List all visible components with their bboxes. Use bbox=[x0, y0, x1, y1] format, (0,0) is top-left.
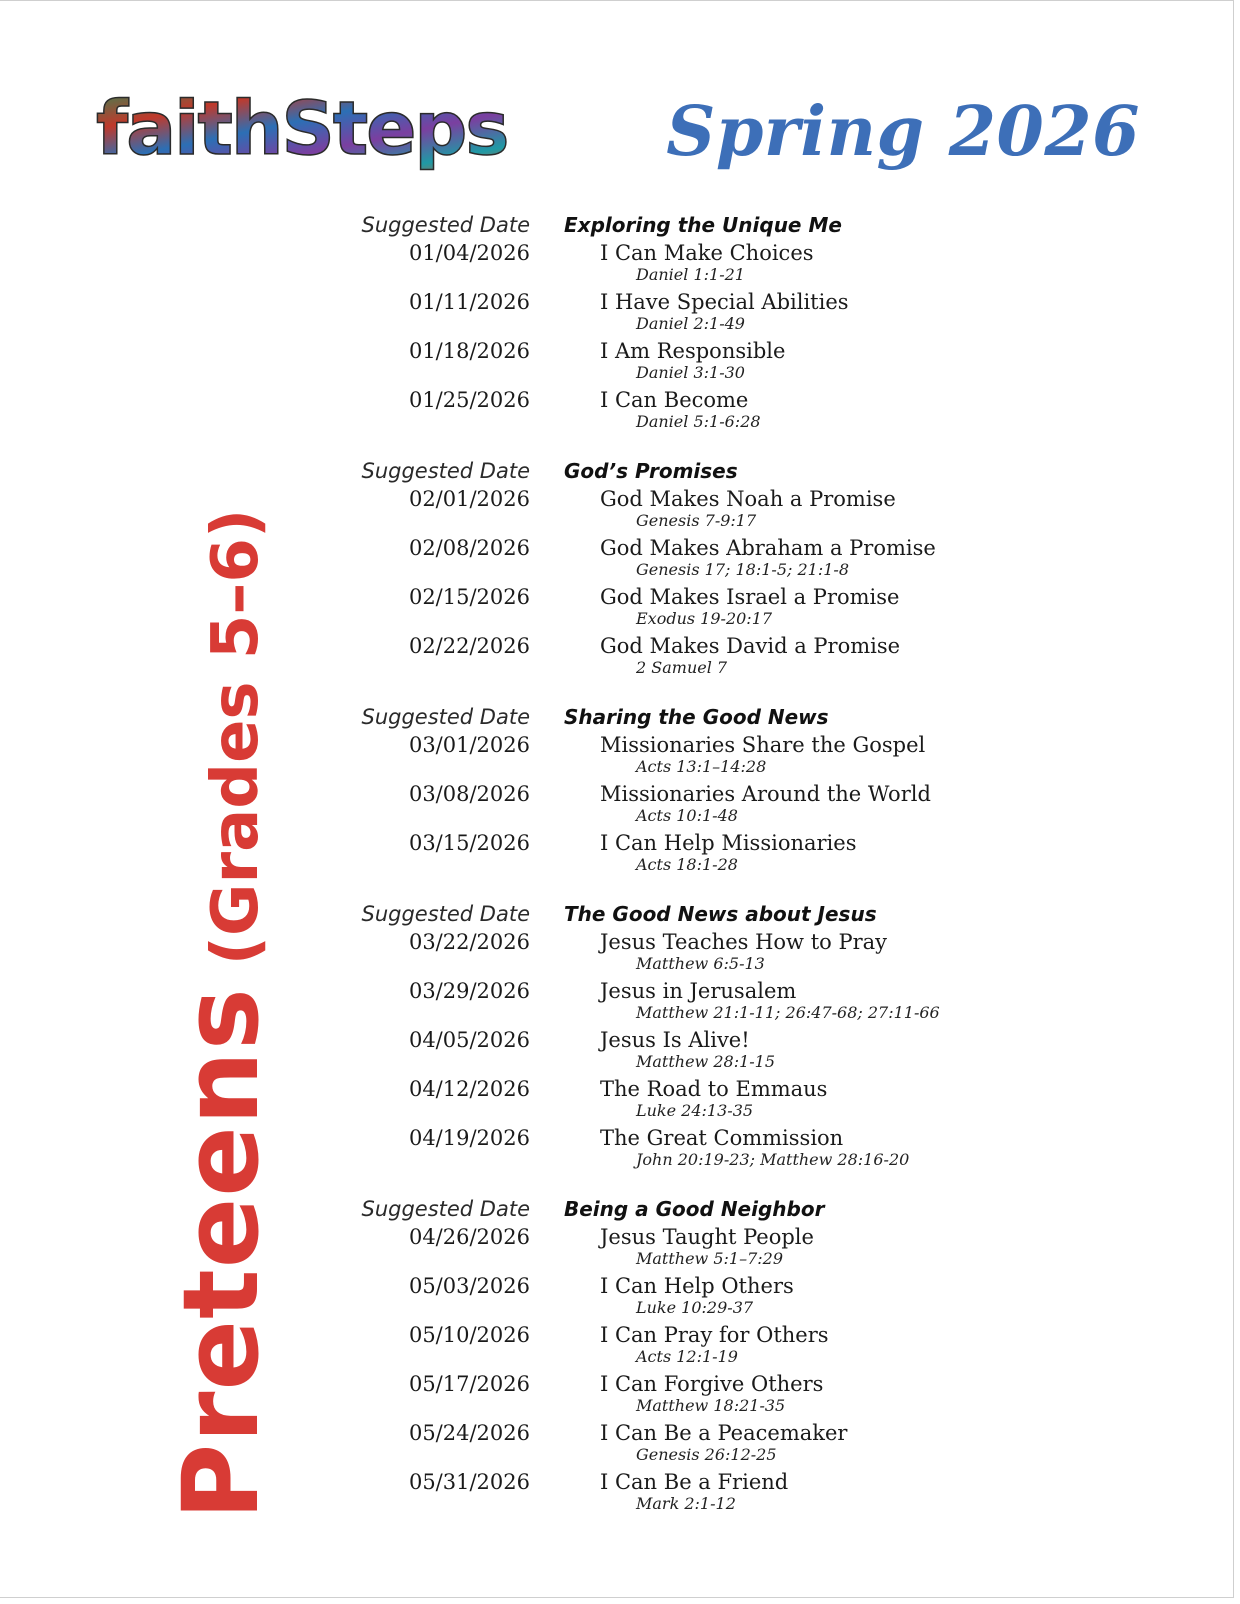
lesson-date: 02/22/2026 bbox=[408, 634, 530, 658]
lesson-info bbox=[600, 1224, 814, 1273]
scripture-reference: Exodus 19-20:17 bbox=[636, 609, 773, 628]
svg-text:faithSteps: faithSteps bbox=[96, 86, 508, 172]
lesson-info bbox=[600, 486, 896, 535]
lesson-date: 01/18/2026 bbox=[408, 339, 530, 363]
lesson-row bbox=[300, 732, 1000, 781]
lesson-title: God Makes Israel a Promise bbox=[600, 585, 900, 609]
lesson-title: Jesus in Jerusalem bbox=[600, 979, 797, 1003]
lesson-info bbox=[600, 1027, 775, 1076]
lesson-title: I Am Responsible bbox=[600, 339, 786, 363]
scripture-reference: Matthew 18:21-35 bbox=[636, 1396, 786, 1415]
program-grades: (Grades 5–6) bbox=[199, 508, 273, 966]
lesson-date: 01/25/2026 bbox=[408, 388, 530, 412]
lesson-row bbox=[300, 486, 1000, 535]
lesson-row bbox=[300, 338, 1000, 387]
lesson-info bbox=[600, 584, 899, 633]
lesson-info bbox=[600, 1322, 829, 1371]
suggested-date-label: Suggested Date bbox=[361, 213, 530, 237]
scripture-reference: Acts 12:1-19 bbox=[636, 1347, 738, 1366]
lesson-date: 02/01/2026 bbox=[408, 487, 530, 511]
lesson-row bbox=[300, 584, 1000, 633]
lesson-title: I Can Make Choices bbox=[600, 241, 814, 265]
lesson-row bbox=[300, 978, 1000, 1027]
unit-header bbox=[300, 702, 1000, 732]
unit-section bbox=[300, 456, 1000, 682]
lesson-row bbox=[300, 1322, 1000, 1371]
lesson-date: 03/08/2026 bbox=[408, 782, 530, 806]
lesson-date: 03/15/2026 bbox=[408, 831, 530, 855]
lesson-title: Jesus Is Alive! bbox=[600, 1028, 750, 1052]
scripture-reference: Matthew 28:1-15 bbox=[636, 1052, 776, 1071]
lesson-row bbox=[300, 1371, 1000, 1420]
lesson-row bbox=[300, 535, 1000, 584]
lesson-row bbox=[300, 240, 1000, 289]
lesson-date: 04/12/2026 bbox=[408, 1077, 530, 1101]
lesson-title: Jesus Taught People bbox=[600, 1225, 814, 1249]
lesson-title: Jesus Teaches How to Pray bbox=[600, 930, 888, 954]
lesson-row bbox=[300, 929, 1000, 978]
scripture-reference: Acts 10:1-48 bbox=[636, 806, 738, 825]
lesson-row bbox=[300, 1076, 1000, 1125]
scripture-reference: 2 Samuel 7 bbox=[636, 658, 728, 677]
lesson-row bbox=[300, 633, 1000, 682]
lesson-date: 02/15/2026 bbox=[408, 585, 530, 609]
lesson-row bbox=[300, 289, 1000, 338]
lesson-date: 05/31/2026 bbox=[408, 1470, 530, 1494]
unit-title: Being a Good Neighbor bbox=[564, 1197, 825, 1221]
unit-title: Sharing the Good News bbox=[564, 705, 829, 729]
suggested-date-label: Suggested Date bbox=[361, 902, 530, 926]
suggested-date-label: Suggested Date bbox=[361, 1197, 530, 1221]
lesson-date: 01/11/2026 bbox=[408, 290, 530, 314]
faithsteps-logo bbox=[92, 70, 508, 190]
lesson-info bbox=[600, 1273, 794, 1322]
lesson-info bbox=[600, 387, 761, 436]
lesson-info bbox=[600, 338, 785, 387]
unit-title: God’s Promises bbox=[564, 459, 738, 483]
scripture-reference: Matthew 5:1–7:29 bbox=[636, 1249, 784, 1268]
lesson-info bbox=[600, 1469, 788, 1518]
program-name: Preteens bbox=[160, 987, 282, 1520]
lesson-info bbox=[600, 732, 925, 781]
lesson-row bbox=[300, 1224, 1000, 1273]
lesson-title: God Makes Noah a Promise bbox=[600, 487, 896, 511]
lesson-row bbox=[300, 387, 1000, 436]
lesson-row bbox=[300, 1469, 1000, 1518]
lesson-schedule bbox=[300, 210, 1000, 1538]
lesson-info bbox=[600, 535, 936, 584]
unit-header bbox=[300, 456, 1000, 486]
unit-section bbox=[300, 899, 1000, 1174]
unit-header bbox=[300, 1194, 1000, 1224]
scripture-reference: Daniel 2:1-49 bbox=[636, 314, 745, 333]
lesson-date: 03/22/2026 bbox=[408, 930, 530, 954]
lesson-info bbox=[600, 240, 814, 289]
lesson-title: I Can Help Others bbox=[600, 1274, 794, 1298]
suggested-date-label: Suggested Date bbox=[361, 705, 530, 729]
unit-header bbox=[300, 210, 1000, 240]
scripture-reference: Acts 13:1–14:28 bbox=[636, 757, 767, 776]
scripture-reference: Mark 2:1-12 bbox=[636, 1494, 736, 1513]
lesson-title: I Have Special Abilities bbox=[600, 290, 849, 314]
lesson-info bbox=[600, 1076, 827, 1125]
unit-title: The Good News about Jesus bbox=[564, 902, 877, 926]
lesson-title: God Makes Abraham a Promise bbox=[600, 536, 936, 560]
unit-section bbox=[300, 210, 1000, 436]
unit-header bbox=[300, 899, 1000, 929]
lesson-info bbox=[600, 1371, 823, 1420]
lesson-row bbox=[300, 1273, 1000, 1322]
lesson-date: 01/04/2026 bbox=[408, 241, 530, 265]
lesson-date: 03/01/2026 bbox=[408, 733, 530, 757]
lesson-title: I Can Pray for Others bbox=[600, 1323, 829, 1347]
lesson-date: 05/03/2026 bbox=[408, 1274, 530, 1298]
scripture-reference: Luke 10:29-37 bbox=[636, 1298, 754, 1317]
scripture-reference: Matthew 6:5-13 bbox=[636, 954, 765, 973]
lesson-info bbox=[600, 1420, 847, 1469]
scripture-reference: Acts 18:1-28 bbox=[636, 855, 738, 874]
scripture-reference: Genesis 17; 18:1-5; 21:1-8 bbox=[636, 560, 849, 579]
scripture-reference: Daniel 1:1-21 bbox=[636, 265, 745, 284]
lesson-date: 05/10/2026 bbox=[408, 1323, 530, 1347]
lesson-title: The Road to Emmaus bbox=[600, 1077, 828, 1101]
lesson-row bbox=[300, 1027, 1000, 1076]
lesson-date: 04/19/2026 bbox=[408, 1126, 530, 1150]
lesson-info bbox=[600, 633, 900, 682]
lesson-title: Missionaries Share the Gospel bbox=[600, 733, 926, 757]
lesson-row bbox=[300, 1420, 1000, 1469]
lesson-info bbox=[600, 781, 931, 830]
unit-section bbox=[300, 1194, 1000, 1518]
unit-section bbox=[300, 702, 1000, 879]
lesson-date: 04/05/2026 bbox=[408, 1028, 530, 1052]
lesson-title: I Can Forgive Others bbox=[600, 1372, 824, 1396]
lesson-date: 05/17/2026 bbox=[408, 1372, 530, 1396]
lesson-date: 05/24/2026 bbox=[408, 1421, 530, 1445]
lesson-title: I Can Be a Peacemaker bbox=[600, 1421, 848, 1445]
lesson-date: 03/29/2026 bbox=[408, 979, 530, 1003]
scripture-reference: Daniel 5:1-6:28 bbox=[636, 412, 761, 431]
scripture-reference: Genesis 26:12-25 bbox=[636, 1445, 777, 1464]
lesson-row bbox=[300, 830, 1000, 879]
lesson-row bbox=[300, 781, 1000, 830]
scripture-reference: Daniel 3:1-30 bbox=[636, 363, 745, 382]
season-title: Spring 2026 bbox=[666, 92, 1140, 172]
lesson-title: Missionaries Around the World bbox=[600, 782, 931, 806]
scripture-reference: Genesis 7-9:17 bbox=[636, 511, 757, 530]
scripture-reference: Luke 24:13-35 bbox=[636, 1101, 754, 1120]
lesson-title: The Great Commission bbox=[600, 1126, 844, 1150]
unit-title: Exploring the Unique Me bbox=[564, 213, 842, 237]
scripture-reference: Matthew 21:1-11; 26:47-68; 27:11-66 bbox=[636, 1003, 940, 1022]
lesson-title: God Makes David a Promise bbox=[600, 634, 901, 658]
lesson-date: 04/26/2026 bbox=[408, 1225, 530, 1249]
lesson-info bbox=[600, 289, 849, 338]
program-vertical-title bbox=[160, 509, 282, 1520]
lesson-title: I Can Become bbox=[600, 388, 749, 412]
suggested-date-label: Suggested Date bbox=[361, 459, 530, 483]
lesson-title: I Can Be a Friend bbox=[600, 1470, 789, 1494]
lesson-info bbox=[600, 830, 856, 879]
lesson-title: I Can Help Missionaries bbox=[600, 831, 857, 855]
lesson-info bbox=[600, 978, 940, 1027]
lesson-info bbox=[600, 929, 887, 978]
lesson-row bbox=[300, 1125, 1000, 1174]
scripture-reference: John 20:19-23; Matthew 28:16-20 bbox=[636, 1150, 910, 1169]
lesson-date: 02/08/2026 bbox=[408, 536, 530, 560]
lesson-info bbox=[600, 1125, 909, 1174]
